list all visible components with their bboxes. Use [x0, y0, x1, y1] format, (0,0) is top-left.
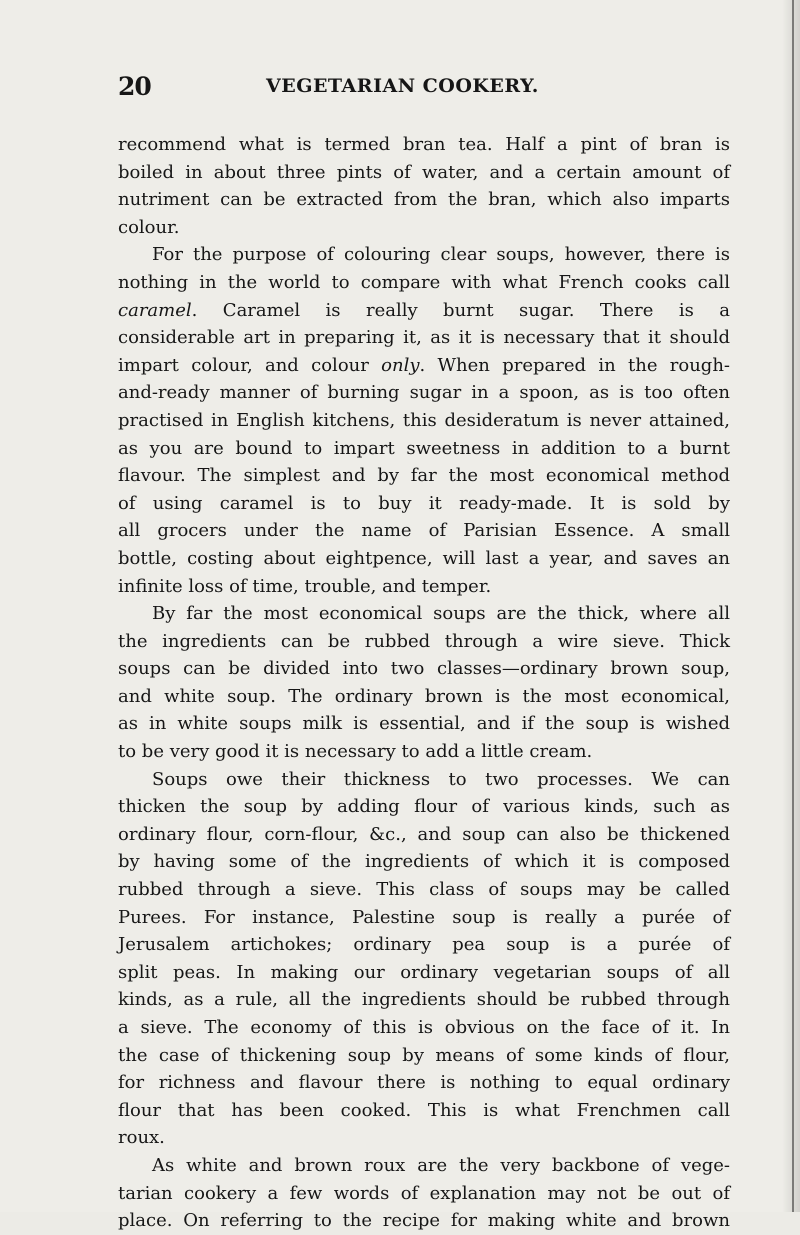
text-line: rubbed through a sieve. This class of soups may be called: [118, 879, 730, 901]
text-line: boiled in about three pints of water, and a certain amount of: [118, 161, 730, 183]
page-edge-line: [792, 0, 794, 1212]
text-line: practised in English kitchens, this desideratum is never attained,: [118, 409, 730, 431]
text-line: flavour. The simplest and by far the most economical method: [118, 465, 730, 487]
text-line: By far the most economical soups are the thick, where all: [152, 603, 730, 625]
text-line: bottle, costing about eightpence, will last a year, and saves an: [118, 547, 730, 569]
text-line: thicken the soup by adding flour of various kinds, such as: [118, 796, 730, 818]
text-line: by having some of the ingredients of which it is composed: [118, 851, 730, 873]
text-line: split peas. In making our ordinary vegetarian soups of all: [118, 961, 730, 983]
page-header: [118, 72, 728, 106]
text-line: as you are bound to impart sweetness in addition to a burnt: [118, 437, 730, 459]
text-line: impart colour, and colour only. When prepared in the rough-: [118, 354, 731, 376]
text-line: all grocers under the name of Parisian Essence. A small: [118, 520, 730, 542]
page-edge-shadow: [782, 0, 800, 1212]
text-line: and-ready manner of burning sugar in a spoon, as is too often: [118, 382, 730, 404]
body-text: [118, 131, 730, 1235]
text-line: colour.: [118, 216, 180, 238]
text-line: Soups owe their thickness to two processes. We can: [152, 768, 730, 790]
text-line: as in white soups milk is essential, and if the soup is wished: [118, 713, 730, 735]
text-line: for richness and flavour there is nothing to equal ordinary: [118, 1072, 730, 1094]
text-line: nothing in the world to compare with what French cooks call: [118, 271, 730, 293]
text-line: soups can be divided into two classes—ordinary brown soup,: [118, 658, 730, 680]
text-line: and white soup. The ordinary brown is the most economical,: [118, 685, 730, 707]
text-line: the ingredients can be rubbed through a wire sieve. Thick: [118, 630, 730, 652]
text-line: to be very good it is necessary to add a little cream.: [118, 741, 593, 763]
text-line: a sieve. The economy of this is obvious on the face of it. In: [118, 1017, 730, 1038]
text-line: flour that has been cooked. This is what Frenchmen call: [118, 1099, 730, 1121]
text-line: recommend what is termed bran tea. Half a pint of bran is: [118, 134, 730, 155]
emphasis: only: [381, 354, 420, 376]
running-head: VEGETARIAN COOKERY.: [266, 75, 539, 97]
emphasis: caramel: [118, 299, 192, 321]
text-line: kinds, as a rule, all the ingredients should be rubbed through: [118, 989, 730, 1011]
text-line: Jerusalem artichokes; ordinary pea soup is a purée of: [118, 934, 730, 956]
text-line: the case of thickening soup by means of some kinds of flour,: [118, 1044, 730, 1066]
text-line: Purees. For instance, Palestine soup is really a purée of: [118, 906, 730, 928]
text-line: place. On referring to the recipe for making white and brown: [118, 1210, 730, 1232]
text-line: infinite loss of time, trouble, and temper.: [118, 575, 492, 597]
text-line: For the purpose of colouring clear soups, however, there is: [152, 244, 730, 266]
text-line: considerable art in preparing it, as it is necessary that it should: [118, 327, 730, 349]
text-line: As white and brown roux are the very backbone of vege-: [152, 1154, 730, 1176]
text-line: of using caramel is to buy it ready-made. It is sold by: [118, 492, 730, 514]
text-line: caramel. Caramel is really burnt sugar. There is a: [118, 299, 730, 321]
page-number: 20: [118, 72, 151, 101]
text-line: tarian cookery a few words of explanation may not be out of: [118, 1182, 730, 1204]
text-line: nutriment can be extracted from the bran, which also imparts: [118, 189, 730, 211]
text-line: ordinary flour, corn-flour, &c., and soup can also be thickened: [118, 823, 730, 845]
text-line: roux.: [118, 1127, 165, 1149]
